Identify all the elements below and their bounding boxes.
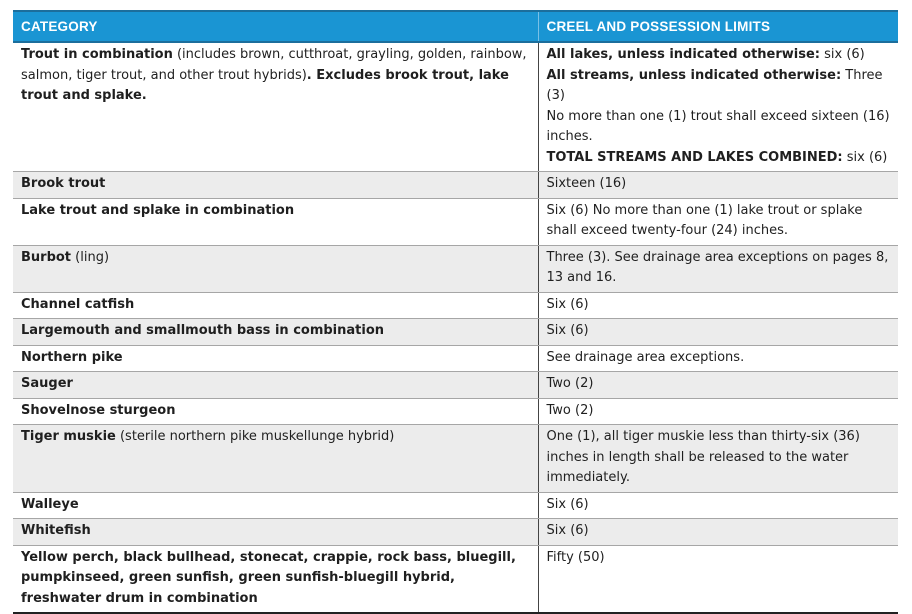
streams-label: All streams, unless indicated otherwise: xyxy=(546,67,842,83)
species-name: Shovelnose sturgeon xyxy=(21,402,176,418)
table-row xyxy=(13,545,898,613)
table-row xyxy=(13,292,898,319)
streams-line xyxy=(547,66,891,107)
table-row xyxy=(13,319,898,346)
category-cell xyxy=(13,198,538,245)
category-cell xyxy=(13,42,538,172)
table-row xyxy=(13,398,898,425)
table-row xyxy=(13,198,898,245)
table-row xyxy=(13,42,898,172)
species-detail: (ling) xyxy=(71,249,110,265)
limit-cell: One (1), all tiger muskie less than thirty-six (36) inches in length shall be released to the water immediately. xyxy=(538,425,898,493)
table-row xyxy=(13,425,898,493)
limit-cell: Two (2) xyxy=(538,398,898,425)
table-row xyxy=(13,172,898,199)
limit-cell: Sixteen (16) xyxy=(538,172,898,199)
limit-cell: See drainage area exceptions. xyxy=(538,345,898,372)
trout-size-note: No more than one (1) trout shall exceed sixteen (16) inches. xyxy=(546,108,890,144)
limit-cell xyxy=(538,42,898,172)
lakes-value: six (6) xyxy=(820,47,865,62)
table-header xyxy=(13,11,898,42)
category-cell xyxy=(13,492,538,519)
limit-cell: Six (6) xyxy=(538,519,898,546)
table-row xyxy=(13,345,898,372)
total-value: six (6) xyxy=(842,149,888,165)
limit-cell: Six (6) xyxy=(538,292,898,319)
limit-cell: Fifty (50) xyxy=(538,545,898,613)
category-cell xyxy=(13,245,538,292)
species-excludes: . Excludes brook trout, lake trout and splake. xyxy=(21,67,509,103)
header-limits: CREEL AND POSSESSION LIMITS xyxy=(538,11,898,42)
category-cell xyxy=(13,319,538,346)
limit-cell: Three (3). See drainage area exceptions on pages 8, 13 and 16. xyxy=(538,245,898,292)
category-cell xyxy=(13,545,538,613)
table-body xyxy=(13,42,898,613)
species-name: Northern pike xyxy=(21,349,123,365)
species-name: Channel catfish xyxy=(21,296,135,312)
category-cell xyxy=(13,292,538,319)
species-name: Tiger muskie xyxy=(21,429,116,444)
table-row xyxy=(13,245,898,292)
species-name: Sauger xyxy=(21,376,73,391)
category-cell xyxy=(13,398,538,425)
species-detail: (sterile northern pike muskellunge hybrid) xyxy=(115,429,395,444)
category-cell xyxy=(13,519,538,546)
species-name: Walleye xyxy=(21,496,79,512)
creel-limits-table xyxy=(13,10,898,614)
streams-value: Three (3) xyxy=(546,67,883,103)
header-row xyxy=(13,11,898,42)
table-row xyxy=(13,492,898,519)
total-line xyxy=(547,148,891,169)
category-cell xyxy=(13,372,538,399)
category-cell xyxy=(13,425,538,493)
species-name: Yellow perch, black bullhead, stonecat, crappie, rock bass, bluegill, pumpkinseed, green sunfish, green sunfish-bluegill hybrid, freshwater drum in combination xyxy=(21,549,516,606)
species-name: Lake trout and splake in combination xyxy=(21,202,295,218)
species-name: Whitefish xyxy=(21,523,91,538)
limit-cell: Two (2) xyxy=(538,372,898,399)
limit-cell: Six (6) xyxy=(538,319,898,346)
lakes-line xyxy=(547,45,891,66)
category-cell xyxy=(13,345,538,372)
limit-cell: Six (6) xyxy=(538,492,898,519)
table-row xyxy=(13,372,898,399)
species-name: Brook trout xyxy=(21,176,106,191)
regulations-table-container xyxy=(13,10,898,614)
species-name: Largemouth and smallmouth bass in combination xyxy=(21,323,385,338)
table-row xyxy=(13,519,898,546)
species-detail: (includes brown, cutthroat, grayling, golden, rainbow, salmon, tiger trout, and other trout hybrids) xyxy=(21,47,527,83)
category-cell xyxy=(13,172,538,199)
lakes-label: All lakes, unless indicated otherwise: xyxy=(546,47,820,62)
limit-cell: Six (6) No more than one (1) lake trout or splake shall exceed twenty-four (24) inches. xyxy=(538,198,898,245)
species-name: Burbot xyxy=(21,249,72,265)
total-label: TOTAL STREAMS AND LAKES COMBINED: xyxy=(546,149,843,165)
species-name: Trout in combination xyxy=(21,47,173,62)
header-category: CATEGORY xyxy=(13,11,538,42)
